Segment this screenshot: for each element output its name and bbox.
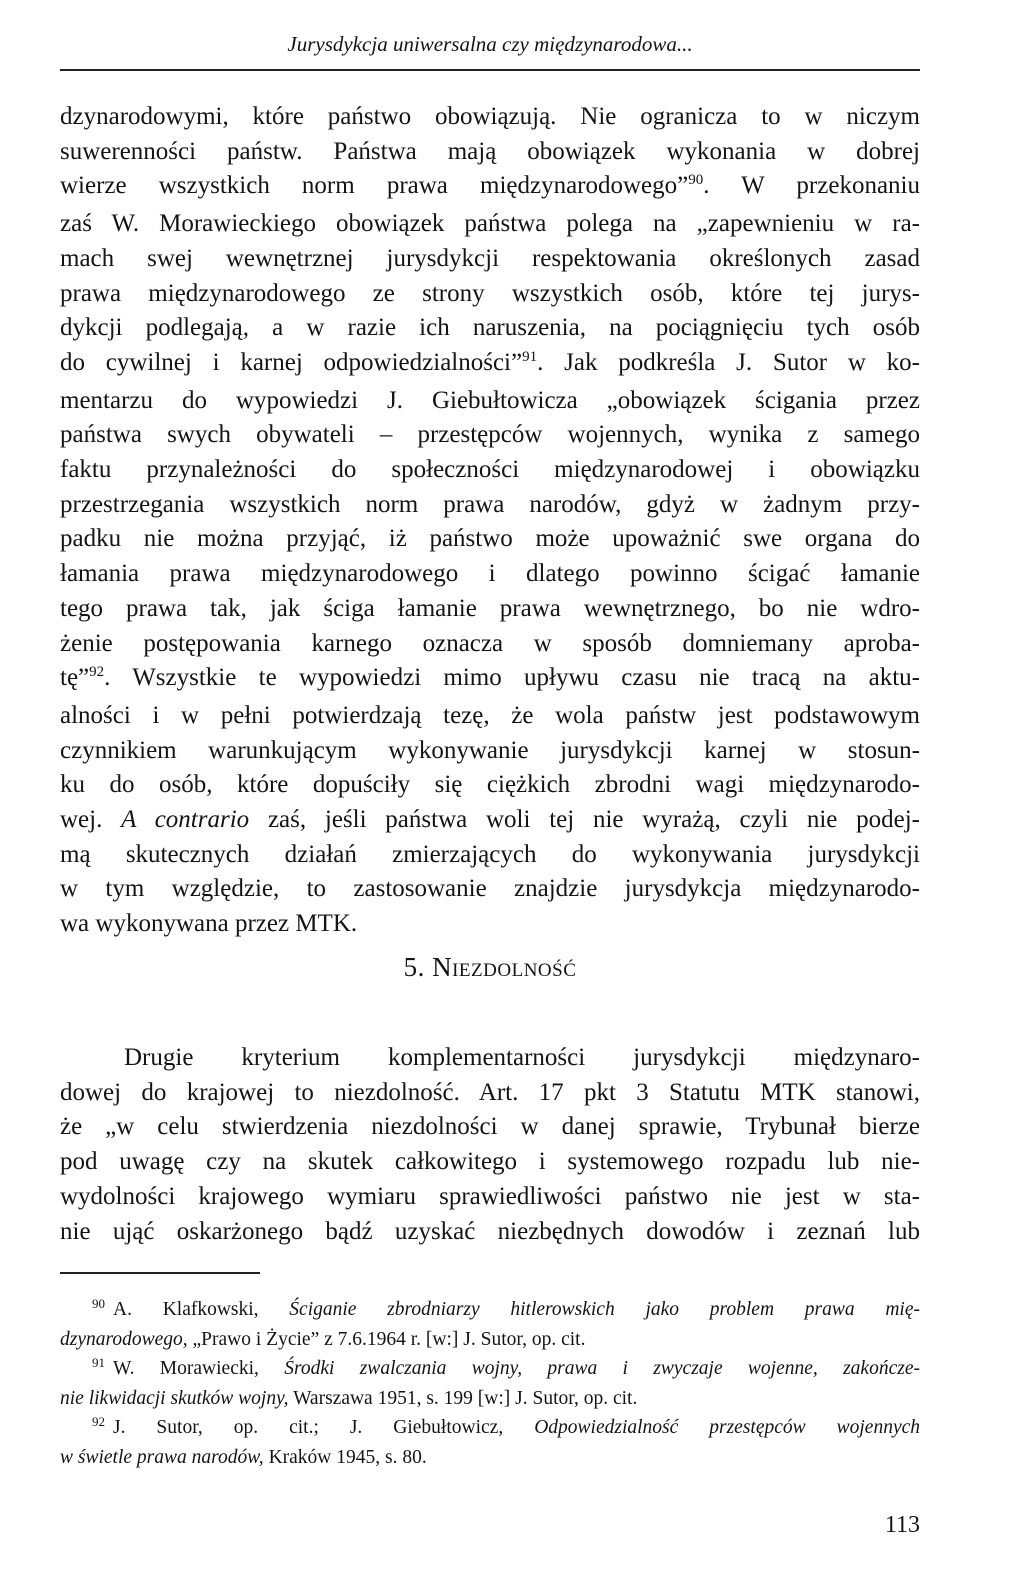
text-line: żenie postępowania karnego oznacza w sposób domniemany aproba-: [60, 629, 920, 657]
text-line: zaś W. Morawieckiego obowiązek państwa polega na „zapewnieniu w ra-: [60, 210, 920, 238]
text-line: tę”$^{92}$. Wszystkie te wypowiedzi mimo upływu czasu nie tracą na aktu-: [60, 664, 920, 692]
page-number: 113: [884, 1512, 920, 1538]
footnotes: [60, 1295, 920, 1472]
book-page: [60, 0, 920, 1569]
paragraph-2: [60, 1041, 920, 1249]
footnote-ref-92[interactable]: 92: [89, 664, 105, 681]
footnote-rule: [60, 1272, 260, 1274]
paragraph-1: [60, 100, 920, 942]
text-line: nie ująć oskarżonego bądź uzyskać niezbędnych dowodów i zeznań lub: [60, 1217, 920, 1245]
footnote-90: $^{90}$ A. Klafkowski, Ściganie zbrodniarzy hitlerowskich jako problem prawa mię-: [92, 1296, 920, 1320]
text-line: mą skutecznych działań zmierzających do wykonywania jurysdykcji: [60, 840, 920, 868]
text-line: padku nie można przyjąć, iż państwo może upoważnić swe organa do: [60, 525, 920, 553]
text-line: dykcji podlegają, a w razie ich naruszenia, na pociągnięciu tych osób: [60, 314, 920, 342]
text-line: wej. A contrario zaś, jeśli państwa woli tej nie wyrażą, czyli nie podej-: [60, 806, 920, 834]
text-line: mach swej wewnętrznej jurysdykcji respektowania określonych zasad: [60, 244, 920, 272]
text-line: wydolności krajowego wymiaru sprawiedliwości państwo nie jest w sta-: [60, 1182, 920, 1210]
text-line: łamania prawa międzynarodowego i dlatego powinno ścigać łamanie: [60, 560, 920, 588]
text-line: wa wykonywana przez MTK.: [60, 910, 358, 938]
text-line: mentarzu do wypowiedzi J. Giebułtowicza „obowiązek ścigania przez: [60, 386, 920, 414]
footnote-line: w świetle prawa narodów, Kraków 1945, s. 80.: [60, 1447, 427, 1468]
footnote-ref-91[interactable]: 91: [522, 348, 538, 365]
text-line: państwa swych obywateli – przestępców wojennych, wynika z samego: [60, 421, 920, 449]
header-rule: [60, 69, 920, 71]
text-line: Drugie kryterium komplementarności jurysdykcji międzynaro-: [124, 1044, 920, 1071]
text-line: ku do osób, które dopuściły się ciężkich zbrodni wagi międzynarodo-: [60, 771, 920, 799]
text-line: dzynarodowymi, które państwo obowiązują. Nie ogranicza to w niczym: [60, 103, 920, 130]
text-line: do cywilnej i karnej odpowiedzialności”$^{91}$. Jak podkreśla J. Sutor w ko-: [60, 348, 920, 376]
footnote-line: dzynarodowego, „Prawo i Życie” z 7.6.1964 r. [w:] J. Sutor, op. cit.: [60, 1329, 586, 1350]
text-line: tego prawa tak, jak ściga łamanie prawa wewnętrznego, bo nie wdro-: [60, 594, 920, 622]
running-head: Jurysdykcja uniwersalna czy międzynarodowa...: [287, 32, 693, 56]
text-line: przestrzegania wszystkich norm prawa narodów, gdyż w żadnym przy-: [60, 490, 920, 518]
text-line: faktu przynależności do społeczności międzynarodowej i obowiązku: [60, 456, 920, 484]
text-line: czynnikiem warunkującym wykonywanie jurysdykcji karnej w stosun-: [60, 736, 920, 764]
footnote-91: $^{91}$ W. Morawiecki, Środki zwalczania wojny, prawa i zwyczaje wojenne, zakończe-: [92, 1355, 920, 1379]
text-line: wierze wszystkich norm prawa międzynarodowego”$^{90}$. W przekonaniu: [60, 172, 920, 200]
text-line: pod uwagę czy na skutek całkowitego i systemowego rozpadu lub nie-: [60, 1148, 920, 1176]
text-line: suwerenności państw. Państwa mają obowiązek wykonania w dobrej: [60, 137, 920, 165]
footnote-line: nie likwidacji skutków wojny, Warszawa 1951, s. 199 [w:] J. Sutor, op. cit.: [60, 1388, 638, 1409]
section-heading: 5. Niezdolność: [403, 952, 577, 982]
text-line: prawa międzynarodowego ze strony wszystkich osób, które tej jurys-: [60, 279, 920, 307]
italic-phrase: A contrario: [121, 806, 250, 834]
footnote-ref-90[interactable]: 90: [688, 172, 704, 189]
text-line: dowej do krajowej to niezdolność. Art. 17 pkt 3 Statutu MTK stanowi,: [60, 1078, 920, 1106]
text-line: w tym względzie, to zastosowanie znajdzie jurysdykcja międzynarodo-: [60, 875, 920, 903]
text-line: alności i w pełni potwierdzają tezę, że wola państw jest podstawowym: [60, 701, 920, 729]
text-line: że „w celu stwierdzenia niezdolności w danej sprawie, Trybunał bierze: [60, 1113, 920, 1141]
footnote-92: $^{92}$ J. Sutor, op. cit.; J. Giebułtowicz, Odpowiedzialność przestępców wojennych: [92, 1414, 920, 1438]
